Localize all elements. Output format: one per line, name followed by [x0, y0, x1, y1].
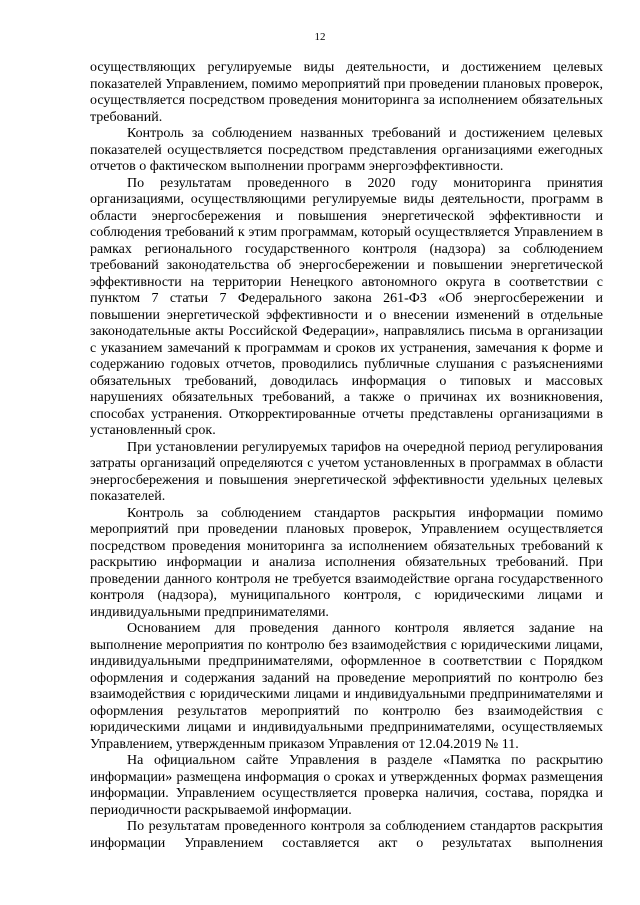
paragraph-continuation: осуществляющих регулируемые виды деятельности, и достижением целевых показателей Управлением, помимо мероприятий при проведении плановых проверок, осуществляется посредством проведения мониторинга за исполнением обязательных требований.	[90, 60, 603, 125]
paragraph: На официальном сайте Управления в разделе «Памятка по раскрытию информации» размещена информация о сроках и утвержденных формах размещения информации. Управлением осуществляется проверка наличия, состава, порядка и периодичности раскрываемой информации.	[90, 753, 603, 818]
paragraph: По результатам проведенного в 2020 году мониторинга принятия организациями, осуществляющими регулируемые виды деятельности, программ в области энергосбережения и повышения энергетической эффективности и соблюдения требований к этим программам, который осуществляется Управлением в рамках регионального государственного контроля (надзора) за соблюдением требований законодательства об энергосбережении и повышении энергетической эффективности на территории Ненецкого автономного округа в соответствии с пунктом 7 статьи 7 Федерального закона 261-ФЗ «Об энергосбережении и повышении энергетической эффективности и о внесении изменений в отдельные законодательные акты Российской Федерации», направлялись письма в организации с указанием замечаний к программам и сроков их устранения, замечания к форме и содержанию годовых отчетов, проводились публичные слушания с разъяснениями обязательных требований, доводилась информация о типовых и массовых нарушениях обязательных требований, а также о причинах их возникновения, способах устранения. Откорректированные отчеты представлены организациями в установленный срок.	[90, 175, 603, 438]
paragraph: Контроль за соблюдением стандартов раскрытия информации помимо мероприятий при проведении плановых проверок, Управлением осуществляется посредством проведения мониторинга за исполнением обязательных требований к раскрытию информации и анализа исполнения обязательных требований. При проведении данного контроля не требуется взаимодействие органа государственного контроля (надзора), муниципального контроля, с юридическими лицами и индивидуальными предпринимателями.	[90, 505, 603, 620]
paragraph: Основанием для проведения данного контроля является задание на выполнение мероприятия по контролю без взаимодействия с юридическими лицами, индивидуальными предпринимателями, оформленное в соответствии с Порядком оформления и содержания заданий на проведение мероприятий по контролю без взаимодействия с юридическими лицами и индивидуальными предпринимателями и оформления результатов мероприятий по контролю без взаимодействия с юридическими лицами и индивидуальными предпринимателями, осуществляемых Управлением, утвержденным приказом Управления от 12.04.2019 № 11.	[90, 621, 603, 752]
paragraph: Контроль за соблюдением названных требований и достижением целевых показателей осуществляется посредством представления организациями ежегодных отчетов о фактическом выполнении программ энергоэффективности.	[90, 126, 603, 174]
paragraph: При установлении регулируемых тарифов на очередной период регулирования затраты организаций определяются с учетом установленных в программах в области энергосбережения и повышения энергетической эффективности удельных целевых показателей.	[90, 439, 603, 504]
page-number: 12	[314, 31, 326, 43]
paragraph-continued-next-page: По результатам проведенного контроля за соблюдением стандартов раскрытия информации Управлением составляется акт о результатах выполнения	[90, 819, 603, 851]
document-body	[90, 60, 603, 852]
